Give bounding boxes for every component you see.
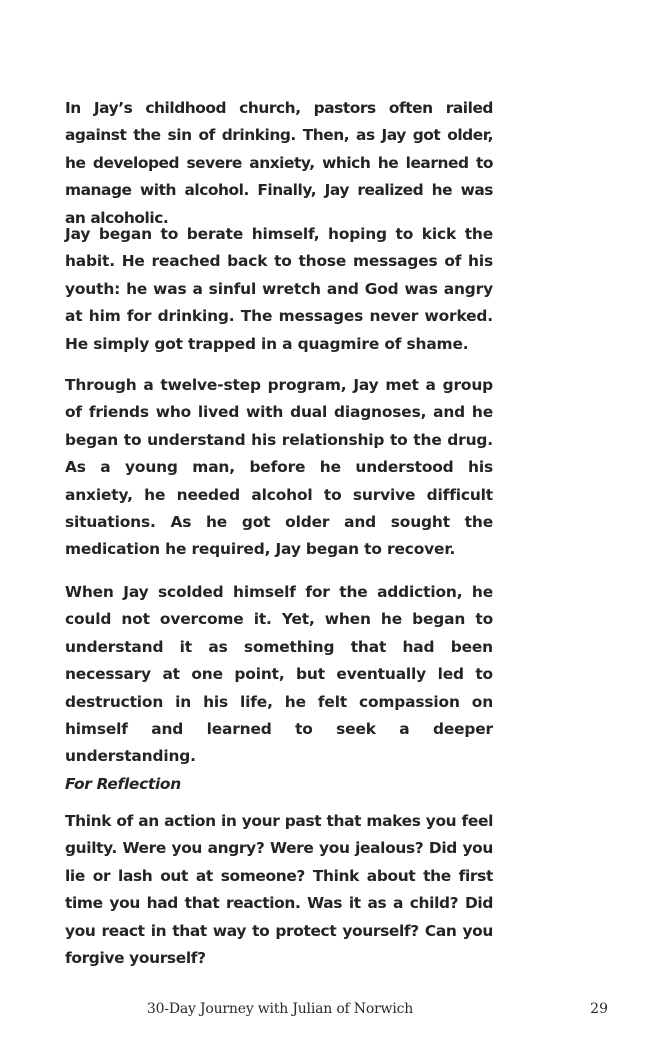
paragraph-berate-himself: Jay began to berate himself, hoping to kick the habit. He reached back to those messages of his youth: he was a sinful wretch and God was angry at him for drinking. The messages never worked. He simply got trapped in a quagmire of shame. [65, 225, 493, 353]
paragraph-twelve-step: Through a twelve-step program, Jay met a group of friends who lived with dual diagnoses, and he began to understand his relationship to the drug. As a young man, before he understood his anxiety, he needed alcohol to survive difficult situations. As he got older and sought the medication he required, Jay began to recover. [65, 376, 493, 559]
paragraph-compassion: When Jay scolded himself for the addiction, he could not overcome it. Yet, when he began to understand it as something that had been necessary at one point, but eventually led to destruction in his life, he felt compassion on himself and learned to seek a deeper understanding. [65, 583, 493, 766]
running-footer-title: 30-Day Journey with Julian of Norwich [146, 1001, 414, 1017]
page-number: 29 [590, 1001, 608, 1017]
reflection-text: Think of an action in your past that makes you feel guilty. Were you angry? Were you jealous? Did you lie or lash out at someone? Think about the first time you had that reaction. Was it as a child? Did you react in that way to protect yourself? Can you forgive yourself? [65, 812, 493, 968]
reflection-heading: For Reflection [65, 775, 181, 793]
paragraph-childhood-church: In Jay’s childhood church, pastors often railed against the sin of drinking. Then, as Jay got older, he developed severe anxiety, which he learned to manage with alcohol. Finally, Jay realized he was an alcoholic. [65, 99, 493, 227]
